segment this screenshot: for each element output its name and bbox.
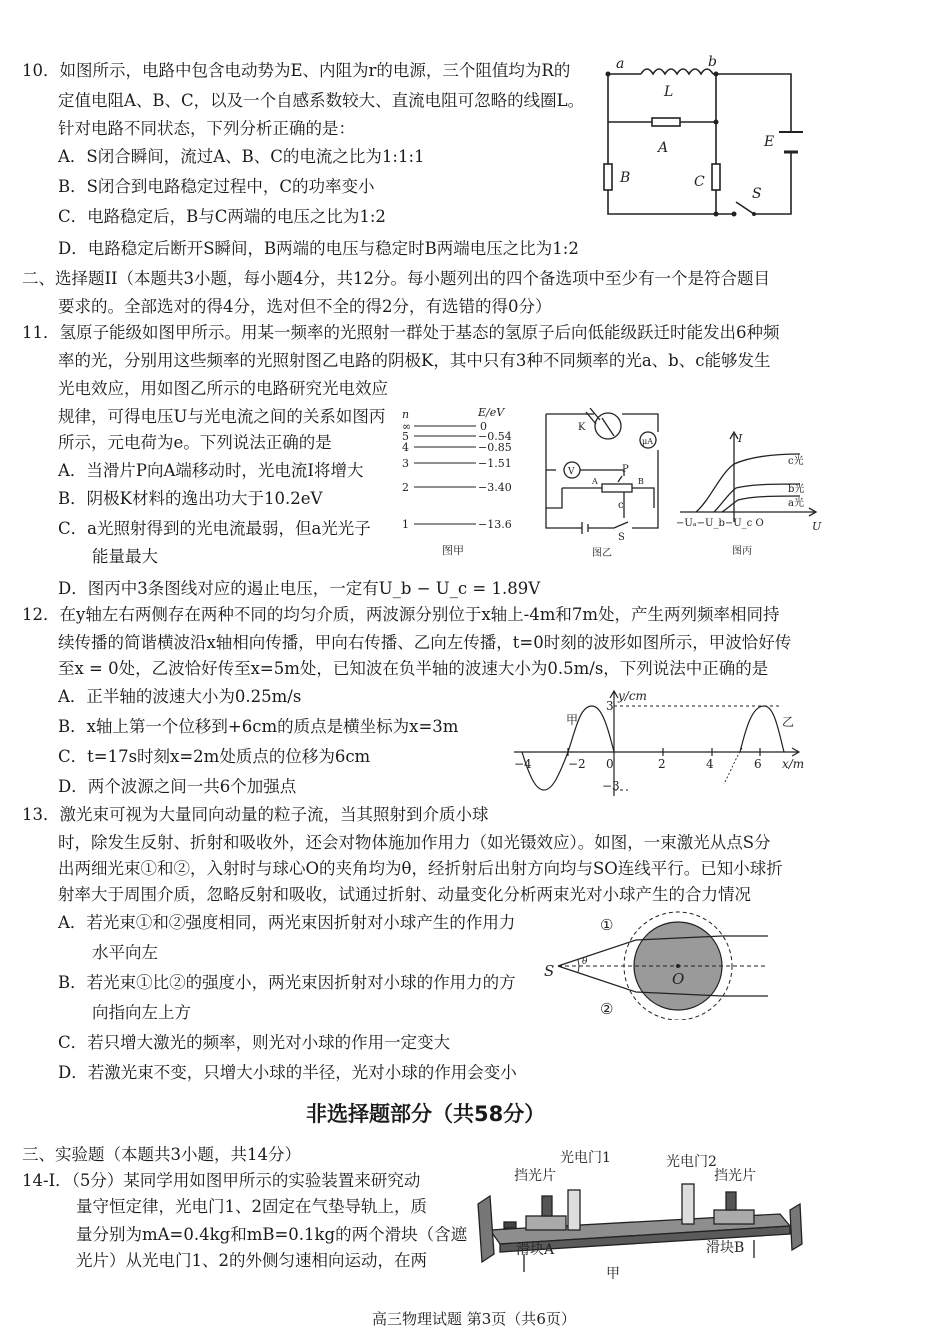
part-title: 非选择题部分（共58分） [306, 1102, 546, 1126]
q11-level-2-e: −3.40 [478, 481, 512, 494]
q10-option-d: D．电路稳定后断开S瞬间，B两端的电压与稳定时B两端电压之比为1:2 [58, 239, 579, 258]
q11-label-c: c [618, 500, 624, 511]
q13-option-c: C．若只增大激光的频率，则光对小球的作用一定变大 [58, 1033, 451, 1052]
q11-stem-line2: 率的光，分别用这些频率的光照射图乙电路的阴极K，其中只有3种不同频率的光a、b、c能够发生 [58, 351, 771, 370]
q12-stem-line3: 至x = 0处，乙波恰好传至x=5m处，已知波在负半轴的波速大小为0.5m/s，下列说法中正确的是 [58, 659, 769, 678]
q11-curve-c-label: c光 [788, 456, 804, 467]
q11-label-v: V [568, 467, 575, 477]
q13-stem-line1: 13．激光束可视为大量同向动量的粒子流，当其照射到介质小球 [22, 805, 489, 824]
q14-slider-b-label: 滑块B [706, 1240, 745, 1256]
q11-label-k: K [578, 422, 586, 433]
q12-ytick-neg3: −3 [602, 779, 620, 793]
q14-slider-a-label: 滑块A [516, 1242, 555, 1258]
q12-tick-neg4: −4 [514, 757, 532, 771]
q11-label-b-end: B [638, 477, 644, 486]
q13-theta-label: θ [582, 957, 588, 967]
q12-axis-x-label: x/m [782, 757, 805, 771]
page-footer: 高三物理试题 第3页（共6页） [372, 1310, 576, 1328]
q14-figure-caption: 甲 [606, 1266, 620, 1282]
q11-fig-jia-caption: 图甲 [442, 544, 464, 557]
q10-stem-line3: 针对电路不同状态，下列分析正确的是： [58, 119, 355, 138]
q11-level-4-e: −0.85 [478, 441, 512, 454]
q13-option-a-cont: 水平向左 [92, 943, 158, 962]
q11-axis-i-label: I [738, 432, 743, 445]
q11-level-2-n: 2 [402, 481, 409, 494]
q10-option-b: B．S闭合到电路稳定过程中，C的功率变小 [58, 177, 375, 196]
q12-stem-line1: 12．在y轴左右两侧存在两种不同的均匀介质，两波源分别位于x轴上-4m和7m处，产生两列频率相同持 [22, 605, 780, 624]
q13-stem-line4: 射率大于周围介质，忽略反射和吸收，试通过折射、动量变化分析两束光对小球产生的合力情况 [58, 885, 751, 904]
q11-label-ua: μA [642, 437, 653, 446]
q13-laser-sphere-figure [540, 910, 770, 1020]
q14-shade-left-label: 挡光片 [514, 1168, 556, 1184]
q14-stem-line2: 量守恒定律，光电门1、2固定在气垫导轨上，质 [76, 1197, 427, 1216]
q13-beam2-label: ② [600, 1000, 614, 1018]
q11-stem-line4: 规律，可得电压U与光电流之间的关系如图丙 [58, 407, 386, 426]
q11-label-s: S [618, 532, 625, 543]
q12-option-d: D．两个波源之间一共6个加强点 [58, 777, 297, 796]
q14-shade-right-label: 挡光片 [714, 1168, 756, 1184]
q11-energy-level-figure [398, 404, 518, 564]
q12-tick-0: 0 [606, 757, 614, 771]
q11-iu-curve-figure [676, 430, 826, 560]
q10-stem-line2: 定值电阻A、B、C，以及一个自感系数较大、直流电阻可忽略的线圈L。 [58, 91, 585, 110]
q11-level-3-n: 3 [402, 457, 409, 470]
q13-point-s-label: S [544, 962, 555, 980]
q11-fig-yi-caption: 图乙 [592, 548, 612, 559]
q11-level-1-n: 1 [402, 518, 409, 531]
q14-air-track-figure [464, 1144, 810, 1284]
q11-fig-bing-caption: 图丙 [732, 546, 752, 557]
q10-label-resistor-c: C [694, 174, 705, 190]
q12-wave-left-label: 甲 [566, 713, 579, 727]
q10-label-a: a [616, 56, 625, 72]
q11-level-5-e: −0.54 [478, 430, 512, 443]
q11-stem-line3: 光电效应，用如图乙所示的电路研究光电效应 [58, 379, 388, 398]
q11-level-5-n: 5 [402, 430, 409, 443]
q10-option-c: C．电路稳定后，B与C两端的电压之比为1:2 [58, 207, 386, 226]
q14-stem-line4: 光片）从光电门1、2的外侧匀速相向运动，在两 [76, 1251, 427, 1270]
q10-label-b: b [708, 54, 717, 70]
q10-circuit-figure [596, 52, 806, 227]
q11-curve-a-label: a光 [788, 498, 804, 509]
q14-stem-line3: 量分别为mA=0.4kg和mB=0.1kg的两个滑块（含遮 [76, 1225, 468, 1244]
q14-gate1-label: 光电门1 [560, 1150, 611, 1166]
q11-option-d: D．图丙中3条图线对应的遏止电压，一定有U_b − U_c = 1.89V [58, 579, 541, 598]
q12-wave-right-label: 乙 [782, 715, 795, 729]
section3-header: 三、实验题（本题共3小题，共14分） [22, 1145, 301, 1164]
q12-option-a: A．正半轴的波速大小为0.25m/s [58, 687, 302, 706]
q11-level-1-e: −13.6 [478, 518, 512, 531]
q11-level-3-e: −1.51 [478, 457, 512, 470]
q10-label-e: E [764, 134, 775, 150]
q13-center-o-label: O [672, 970, 685, 988]
q14-stem-line1: 14-I．（5分）某同学用如图甲所示的实验装置来研究动 [22, 1171, 421, 1190]
q10-label-s: S [752, 186, 762, 202]
q11-photoelectric-circuit-figure [538, 408, 670, 560]
q10-label-l: L [664, 84, 674, 100]
q11-label-p: P [622, 464, 629, 475]
q11-curve-b-label: b光 [788, 484, 805, 495]
q12-ytick-3: 3 [606, 699, 614, 713]
q11-label-a-end: A [592, 477, 598, 486]
q11-level-inf-n: ∞ [402, 420, 412, 433]
q11-option-c-cont: 能量最大 [92, 547, 158, 566]
q11-e-label: E/eV [478, 406, 505, 419]
q11-option-b: B．阴极K材料的逸出功大于10.2eV [58, 489, 323, 508]
q13-option-b-cont: 向指向左上方 [92, 1003, 191, 1022]
q12-tick-2: 2 [658, 757, 666, 771]
q10-label-resistor-a: A [658, 140, 669, 156]
q10-label-resistor-b: B [620, 170, 631, 186]
q13-option-a: A．若光束①和②强度相同，两光束因折射对小球产生的作用力 [58, 913, 516, 932]
q11-option-a: A．当滑片P向A端移动时，光电流I将增大 [58, 461, 364, 480]
q12-wave-figure [510, 688, 810, 800]
q13-beam1-label: ① [600, 916, 614, 934]
q13-stem-line2: 时，除发生反射、折射和吸收外，还会对物体施加作用力（如光镊效应）。如图，一束激光从点S分 [58, 833, 771, 852]
section2-header-line2: 要求的。全部选对的得4分，选对但不全的得2分，有选错的得0分） [58, 297, 552, 316]
q12-stem-line2: 续传播的简谐横波沿x轴相向传播，甲向右传播、乙向左传播，t=0时刻的波形如图所示，甲波恰好传 [58, 633, 792, 652]
q12-option-b: B．x轴上第一个位移到+6cm的质点是横坐标为x=3m [58, 717, 459, 736]
q10-option-a: A．S闭合瞬间，流过A、B、C的电流之比为1:1:1 [58, 147, 425, 166]
q11-axis-u-label: U [812, 520, 822, 533]
q12-option-c: C．t=17s时刻x=2m处质点的位移为6cm [58, 747, 371, 766]
q13-option-b: B．若光束①比②的强度小，两光束因折射对小球的作用力的方 [58, 973, 516, 992]
q11-stem-line1: 11．氢原子能级如图甲所示。用某一频率的光照射一群处于基态的氢原子后向低能级跃迁时能发出6种频 [22, 323, 780, 342]
q12-axis-y-label: y/cm [618, 689, 647, 703]
q11-option-c: C．a光照射得到的光电流最弱，但a光光子 [58, 519, 371, 538]
q11-level-4-n: 4 [402, 441, 409, 454]
q10-stem-line1: 10．如图所示，电路中包含电动势为E、内阻为r的电源，三个阻值均为R的 [22, 61, 571, 80]
q12-tick-6: 6 [754, 757, 762, 771]
q11-n-label: n [402, 408, 410, 421]
q11-stem-line5: 所示，元电荷为e。下列说法正确的是 [58, 433, 332, 452]
section2-header-line1: 二、选择题II（本题共3小题，每小题4分，共12分。每小题列出的四个备选项中至少有一个是符合题目 [22, 269, 771, 288]
q11-level-inf-e: 0 [480, 420, 487, 433]
q12-tick-neg2: −2 [568, 757, 586, 771]
q14-gate2-label: 光电门2 [666, 1154, 717, 1170]
q13-stem-line3: 出两细光束①和②，入射时与球心O的夹角均为θ，经折射后出射方向均与SO连线平行。已知小球折 [58, 859, 783, 878]
q11-tick-labels: −Uₐ−U_b−U_c O [676, 518, 764, 529]
q13-option-d: D．若激光束不变，只增大小球的半径，光对小球的作用会变小 [58, 1063, 517, 1082]
q12-tick-4: 4 [706, 757, 714, 771]
